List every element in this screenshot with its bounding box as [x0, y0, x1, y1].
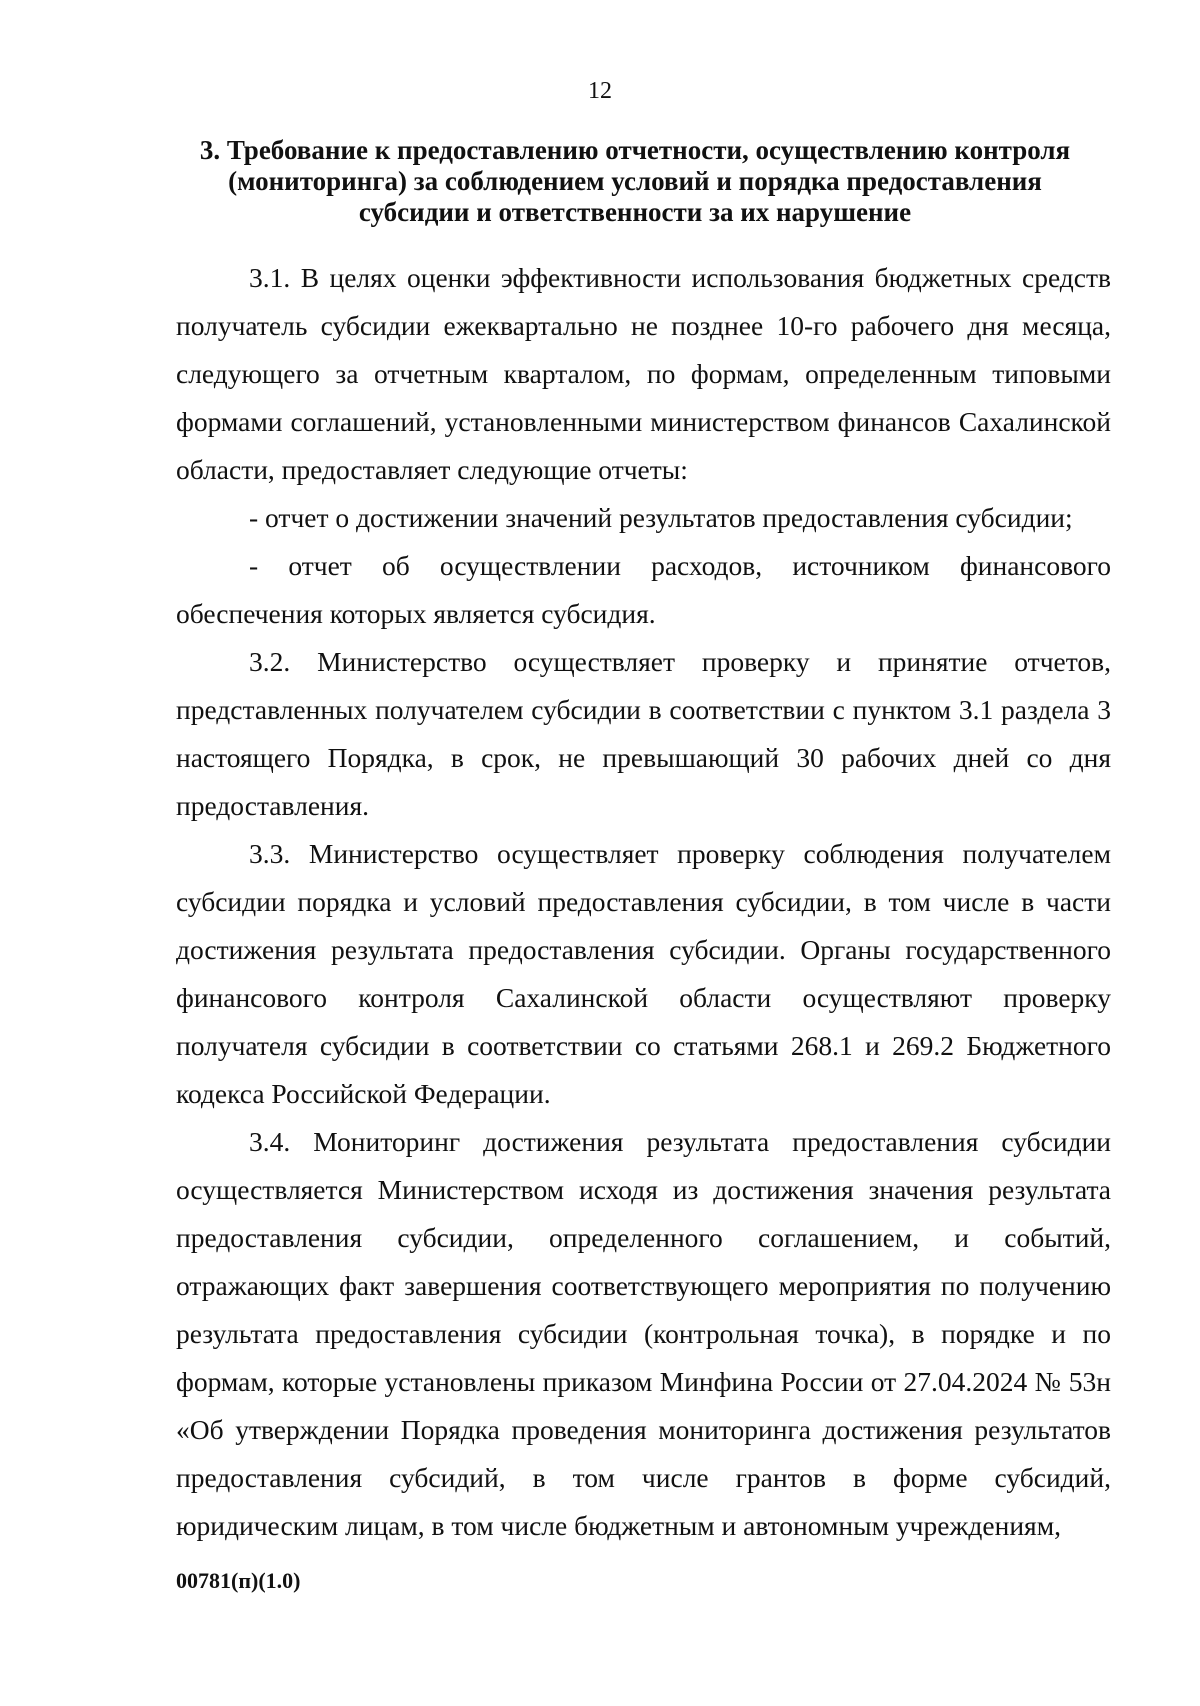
paragraph-3-2: 3.2. Министерство осуществляет проверку и принятие отчетов, представленных получателем субсидии в соответствии с пунктом 3.1 раздела 3 настоящего Порядка, в срок, не превышающий 30 рабочих дней со дня предоставления.: [176, 646, 1111, 821]
list-item-report-results: - отчет о достижении значений результатов предоставления субсидии;: [249, 502, 1073, 533]
paragraph-3-1: 3.1. В целях оценки эффективности использования бюджетных средств получатель субсидии ежеквартально не позднее 10-го рабочего дня месяца, следующего за отчетным кварталом, по формам, определенным типовыми формами соглашений, установленными министерством финансов Сахалинской области, предоставляет следующие отчеты:: [176, 262, 1111, 485]
paragraph-3-4: 3.4. Мониторинг достижения результата предоставления субсидии осуществляется Министерством исходя из достижения значения результата предоставления субсидии, определенного соглашением, и событий, отражающих факт завершения соответствующего мероприятия по получению результата предоставления субсидии (контрольная точка), в порядке и по формам, которые установлены приказом Минфина России от 27.04.2024 № 53н «Об утверждении Порядка проведения мониторинга достижения результатов предоставления субсидий, в том числе грантов в форме субсидий, юридическим лицам, в том числе бюджетным и автономным учреждениям,: [176, 1126, 1111, 1541]
section-heading: 3. Требование к предоставлению отчетности, осуществлению контроля (мониторинга) за соблюдением условий и порядка предоставления субсидии и ответственности за их нарушение: [199, 135, 1071, 227]
paragraph-3-3: 3.3. Министерство осуществляет проверку соблюдения получателем субсидии порядка и условий предоставления субсидии, в том числе в части достижения результата предоставления субсидии. Органы государственного финансового контроля Сахалинской области осуществляют проверку получателя субсидии в соответствии со статьями 268.1 и 269.2 Бюджетного кодекса Российской Федерации.: [176, 838, 1111, 1109]
list-item-report-expenses: - отчет об осуществлении расходов, источником финансового обеспечения которых является субсидия.: [176, 550, 1111, 629]
page-number: 12: [588, 78, 612, 104]
document-code: 00781(п)(1.0): [176, 1568, 301, 1593]
document-body: [176, 254, 1111, 1550]
